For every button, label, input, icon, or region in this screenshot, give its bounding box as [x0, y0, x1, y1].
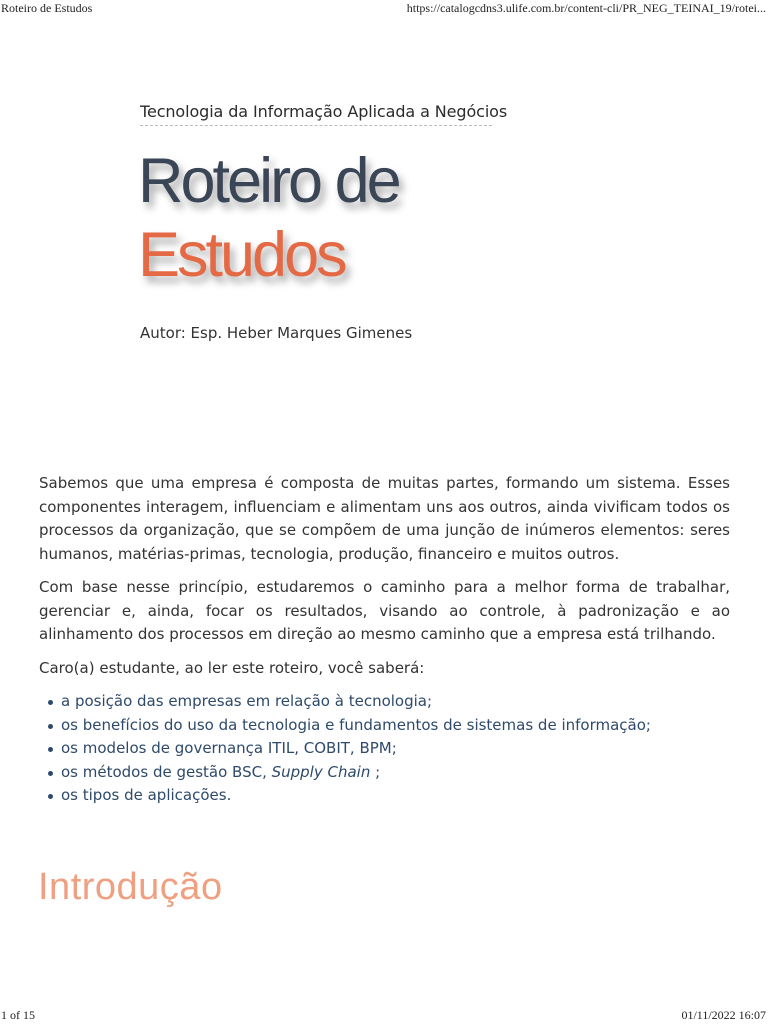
list-item-suffix: ; — [370, 762, 381, 781]
course-title: Tecnologia da Informação Aplicada a Negócios — [140, 102, 492, 126]
author: Autor: Esp. Heber Marques Gimenes — [140, 324, 413, 342]
print-header-url: https://catalogcdns3.ulife.com.br/content-cli/PR_NEG_TEINAI_19/rotei... — [406, 1, 766, 15]
page-title-line-1: Roteiro de — [138, 146, 399, 216]
list-item-italic: Supply Chain — [271, 762, 371, 781]
paragraph-principle: Com base nesse princípio, estudaremos o caminho para a melhor forma de trabalhar, gerenciar e, ainda, focar os resultados, visando ao controle, à padronização e ao alinhamento dos processos em direção ao mesmo caminho que a empresa está trilhando. — [39, 578, 730, 643]
page-title-line-2: Estudos — [138, 220, 345, 290]
paragraph-objectives: Caro(a) estudante, ao ler este roteiro, você saberá: — [39, 658, 425, 677]
paragraph-intro: Sabemos que uma empresa é composta de muitas partes, formando um sistema. Esses componentes interagem, influenciam e alimentam uns aos outros, ainda vivificam todos os processos da organização, que se compõem de uma junção de inúmeros elementos: seres humanos, matérias-primas, tecnologia, produção, financeiro e muitos outros. — [39, 474, 730, 563]
objectives-list — [39, 690, 730, 808]
page-title — [138, 144, 399, 292]
print-header-title: Roteiro de Estudos — [1, 1, 93, 15]
list-item-text: os métodos de gestão BSC, — [61, 762, 272, 781]
section-title-introducao: Introdução — [38, 866, 223, 908]
print-footer-page: 1 of 15 — [1, 1008, 35, 1022]
list-item: os tipos de aplicações. — [61, 784, 730, 808]
list-item: os benefícios do uso da tecnologia e fundamentos de sistemas de informação; — [61, 714, 730, 738]
list-item: os modelos de governança ITIL, COBIT, BPM; — [61, 737, 730, 761]
print-footer-datetime: 01/11/2022 16:07 — [681, 1008, 766, 1022]
list-item — [61, 761, 730, 785]
list-item: a posição das empresas em relação à tecnologia; — [61, 690, 730, 714]
content-body — [39, 472, 730, 808]
